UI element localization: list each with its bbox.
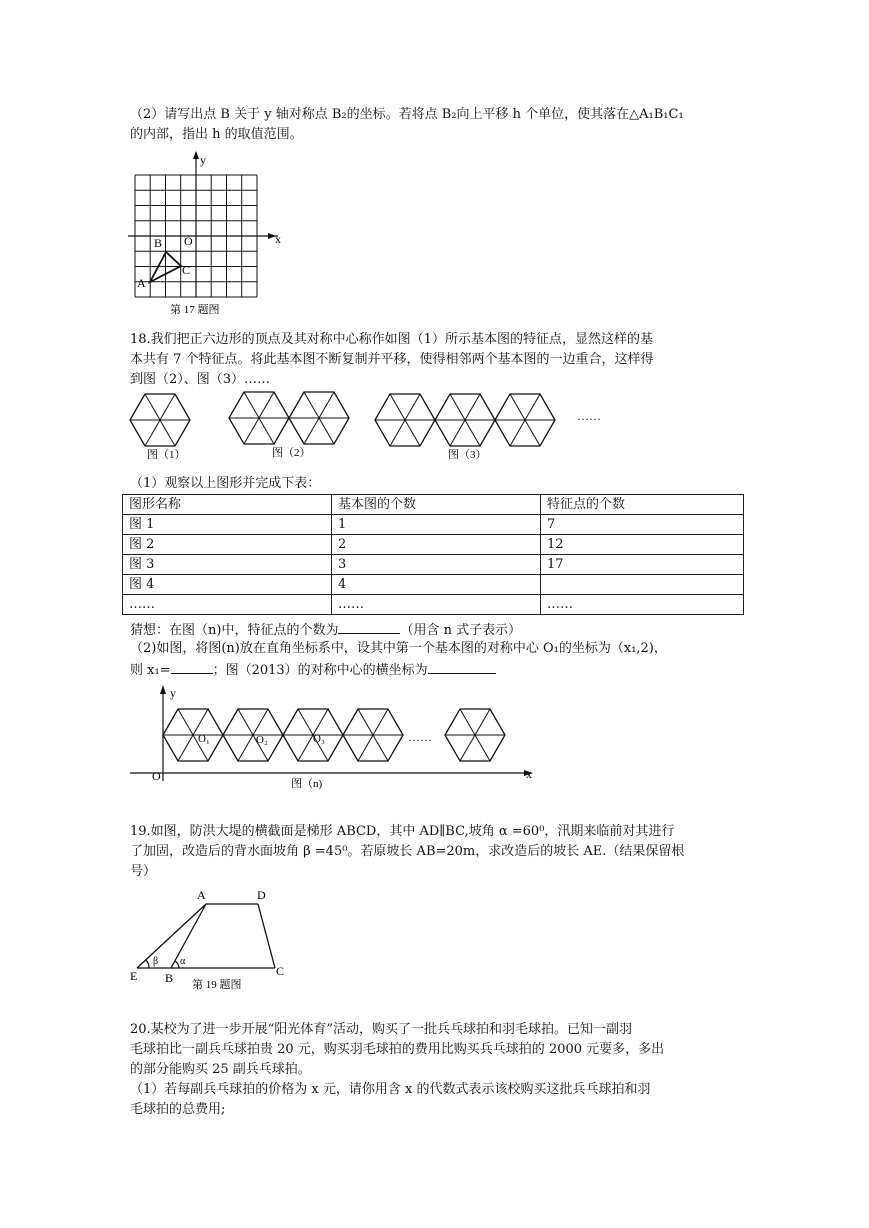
q19-line1: 19.如图，防洪大堤的横截面是梯形 ABCD，其中 AD∥BC,坡角 α =60⁰，汛期来临前对其进行 — [130, 824, 675, 839]
center-answer-blank[interactable] — [428, 659, 496, 674]
q18-center-text: ；图（2013）的对称中心的横坐标为 — [212, 663, 428, 678]
q20-line1: 20.某校为了进一步开展“阳光体育”活动，购买了一批兵乓球拍和羽毛球拍。已知一副羽 — [130, 1022, 632, 1037]
q17-point-c-label: C — [182, 263, 191, 277]
table-row — [123, 555, 744, 575]
q20-line2: 毛球拍比一副兵乓球拍贵 20 元，购买羽毛球拍的费用比购买兵乓球拍的 2000 元要多，多出 — [130, 1042, 665, 1057]
q17-x-label: x — [275, 232, 281, 246]
q19-point-e-label: E — [130, 969, 138, 983]
q19-alpha-label: α — [180, 956, 186, 967]
q18-intro-line3: 到图（2）、图（3）…… — [130, 372, 271, 387]
o3-label: O₃ — [313, 733, 325, 745]
table-cell: 7 — [541, 515, 744, 535]
table-row — [123, 595, 744, 615]
q18-x1-text: 则 x₁= — [130, 663, 171, 678]
q19-point-d-label: D — [257, 888, 266, 902]
table-cell: 图 1 — [123, 515, 332, 535]
q18-guess-hint: （用含 n 式子表示） — [400, 623, 522, 638]
q18-guess-text: 猜想：在图（n)中，特征点的个数为 — [130, 623, 339, 638]
table-cell: 17 — [541, 555, 744, 575]
fig1-caption: 图（1） — [147, 449, 186, 461]
fig-n-caption: 图（n) — [291, 778, 323, 790]
fig-n-origin-label: O — [152, 769, 161, 783]
q18-intro-line1: 18.我们把正六边形的顶点及其对称中心称作如图（1）所示基本图的特征点，显然这样的基 — [130, 332, 653, 347]
table-cell: …… — [123, 595, 332, 615]
table-cell: 1 — [332, 515, 541, 535]
q17-point-b-label: B — [154, 236, 163, 250]
table-cell: 3 — [332, 555, 541, 575]
q18-figure-n — [125, 683, 545, 793]
table-row — [123, 515, 744, 535]
fig3-caption: 图（3） — [448, 449, 487, 461]
table-cell: 图 2 — [123, 535, 332, 555]
table-header-row — [123, 495, 744, 515]
q17-grid-figure — [128, 148, 288, 318]
q19-trapezoid-figure — [125, 884, 295, 994]
table-header: 图形名称 — [123, 495, 332, 515]
q19-point-a-label: A — [197, 888, 206, 902]
fig-n-y-label: y — [170, 686, 176, 700]
q19-caption: 第 19 题图 — [192, 979, 242, 991]
q17-caption: 第 17 题图 — [170, 304, 220, 316]
table-cell: 12 — [541, 535, 744, 555]
q17-part2-line2: 的内部，指出 h 的取值范围。 — [130, 127, 303, 142]
o2-label: O₂ — [256, 734, 268, 746]
guess-answer-blank[interactable] — [338, 619, 400, 634]
q17-origin-label: O — [184, 234, 193, 248]
q18-hexagon-figures — [125, 390, 625, 465]
q19-line3: 号） — [130, 864, 157, 879]
table-cell: 4 — [332, 575, 541, 595]
o1-label: O₁ — [198, 733, 210, 745]
q20-line3: 的部分能购买 25 副兵乓球拍。 — [130, 1062, 311, 1077]
q19-point-c-label: C — [276, 964, 285, 978]
q18-guess-line — [130, 619, 521, 641]
fig-n-ellipsis: …… — [408, 730, 432, 744]
table-row — [123, 575, 744, 595]
fig-n-x-label: x — [526, 767, 532, 781]
table-cell: …… — [332, 595, 541, 615]
table-header: 特征点的个数 — [541, 495, 744, 515]
q19-point-b-label: B — [165, 971, 174, 985]
fig2-caption: 图（2） — [272, 447, 311, 459]
q18-table — [122, 494, 744, 615]
q17-y-label: y — [200, 153, 206, 167]
q18-part1: （1）观察以上图形并完成下表： — [130, 476, 321, 491]
q19-beta-label: β — [153, 956, 159, 967]
q17-point-a-label: A — [137, 276, 146, 290]
q20-line5: 毛球拍的总费用; — [130, 1102, 226, 1117]
q18-intro-line2: 本共有 7 个特征点。将此基本图不断复制并平移，使得相邻两个基本图的一边重合，这样得 — [130, 352, 654, 367]
table-header: 基本图的个数 — [332, 495, 541, 515]
table-cell: 图 4 — [123, 575, 332, 595]
table-row — [123, 535, 744, 555]
q18-part2-line2 — [130, 659, 496, 681]
table-cell-blank[interactable] — [541, 575, 744, 595]
table-cell: 图 3 — [123, 555, 332, 575]
q18-part2-line1: （2)如图，将图(n)放在直角坐标系中，设其中第一个基本图的对称中心 O₁的坐标为（x₁,2)， — [130, 641, 667, 656]
q19-line2: 了加固，改造后的背水面坡角 β =45⁰。若原坡长 AB=20m，求改造后的坡长 AE.（结果保留根 — [130, 844, 685, 859]
table-cell: 2 — [332, 535, 541, 555]
x1-answer-blank[interactable] — [171, 659, 213, 674]
hex-ellipsis: …… — [577, 409, 601, 423]
q17-part2-line1: （2）请写出点 B 关于 y 轴对称点 B₂的坐标。若将点 B₂向上平移 h 个单位，使其落在△A₁B₁C₁ — [130, 107, 684, 122]
q20-line4: （1）若每副兵乓球拍的价格为 x 元，请你用含 x 的代数式表示该校购买这批兵乓球拍和羽 — [130, 1082, 651, 1097]
table-cell: …… — [541, 595, 744, 615]
